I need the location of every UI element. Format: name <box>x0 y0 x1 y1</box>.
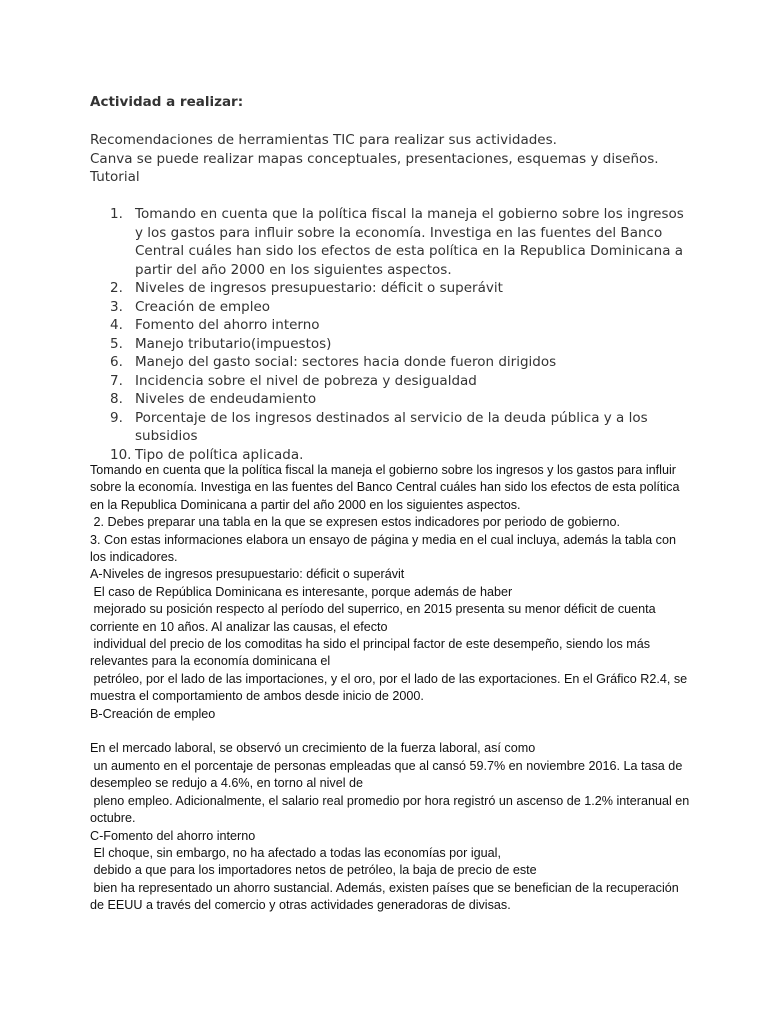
intro-line: Tutorial <box>90 169 140 185</box>
list-item <box>90 316 690 335</box>
list-number: 6. <box>110 354 123 370</box>
intro-section <box>90 131 659 187</box>
list-text: Manejo del gasto social: sectores hacia donde fueron dirigidos <box>135 354 557 370</box>
list-text: Incidencia sobre el nivel de pobreza y desigualdad <box>135 372 477 389</box>
section-heading: C-Fomento del ahorro interno <box>90 828 256 843</box>
body-text <box>90 462 693 915</box>
list-item <box>90 279 690 298</box>
list-text: Creación de empleo <box>135 298 271 315</box>
paragraph: 2. Debes preparar una tabla en la que se expresen estos indicadores por periodo de gobierno. <box>90 515 620 530</box>
paragraph: mejorado su posición respecto al período del superrico, en 2015 presenta su menor déficit de cuenta corriente en 10 años. Al analizar las causas, el efecto <box>90 602 660 634</box>
page-title: Actividad a realizar: <box>90 94 244 110</box>
list-number: 10. <box>110 446 132 463</box>
list-number: 4. <box>110 317 123 333</box>
list-text: Tomando en cuenta que la política fiscal la maneja el gobierno sobre los ingresos y los gastos para influir sobre la economía. Investiga en las fuentes del Banco Central cuáles han sido los efectos de esta política en la Republica Dominicana a partir del año 2000 en los siguientes aspectos. <box>135 206 684 278</box>
section-heading: B-Creación de empleo <box>90 706 216 721</box>
list-item <box>90 205 690 279</box>
list-number: 5. <box>110 335 123 352</box>
list-number: 9. <box>110 409 123 426</box>
list-item <box>90 298 690 317</box>
paragraph: Tomando en cuenta que la política fiscal la maneja el gobierno sobre los ingresos y los gastos para influir sobre la economía. Investiga en las fuentes del Banco Central cuáles han sido los efectos de esta política en la Republica Dominicana a partir del año 2000 en los siguientes aspectos. <box>90 463 683 512</box>
list-text: Manejo tributario(impuestos) <box>135 335 332 352</box>
list-item <box>90 390 690 409</box>
paragraph: En el mercado laboral, se observó un crecimiento de la fuerza laboral, así como <box>90 741 536 756</box>
paragraph: debido a que para los importadores netos de petróleo, la baja de precio de este <box>90 863 537 878</box>
list-item <box>90 409 690 446</box>
paragraph: un aumento en el porcentaje de personas empleadas que al cansó 59.7% en noviembre 2016. La tasa de desempleo se redujo a 4.6%, en torno al nivel de <box>90 758 686 791</box>
list-item <box>90 353 690 372</box>
paragraph: individual del precio de los comoditas ha sido el principal factor de este desempeño, siendo los más relevantes para la economía dominicana el <box>90 637 654 669</box>
intro-line: Recomendaciones de herramientas TIC para realizar sus actividades. <box>90 132 557 148</box>
blank-line <box>90 723 690 740</box>
list-item <box>90 372 690 391</box>
list-number: 7. <box>110 372 123 389</box>
list-text: Porcentaje de los ingresos destinados al servicio de la deuda pública y a los subsidios <box>135 409 648 444</box>
paragraph: pleno empleo. Adicionalmente, el salario real promedio por hora registró un ascenso de 1.2% interanual en octubre. <box>90 793 693 826</box>
paragraph: El choque, sin embargo, no ha afectado a todas las economías por igual, <box>90 845 501 860</box>
list-item <box>90 335 690 354</box>
list-text: Niveles de endeudamiento <box>135 391 317 407</box>
paragraph: 3. Con estas informaciones elabora un ensayo de página y media en el cual incluya, además la tabla con los indicadores. <box>90 532 680 565</box>
list-text: Niveles de ingresos presupuestario: déficit o superávit <box>135 280 503 296</box>
list-number: 1. <box>110 206 123 222</box>
paragraph: petróleo, por el lado de las importaciones, y el oro, por el lado de las exportaciones. En el Gráfico R2.4, se muestra el comportamiento de ambos desde inicio de 2000. <box>90 671 691 704</box>
list-text: Tipo de política aplicada. <box>135 446 304 463</box>
list-number: 8. <box>110 391 123 407</box>
activity-list <box>90 205 690 464</box>
intro-line: Canva se puede realizar mapas conceptuales, presentaciones, esquemas y diseños. <box>90 150 659 167</box>
list-number: 3. <box>110 298 123 315</box>
paragraph: El caso de República Dominicana es interesante, porque además de haber <box>90 584 513 599</box>
section-heading: A-Niveles de ingresos presupuestario: déficit o superávit <box>90 567 405 582</box>
list-text: Fomento del ahorro interno <box>135 317 320 333</box>
paragraph: bien ha representado un ahorro sustancial. Además, existen países que se benefician de la recuperación de EEUU a través del comercio y otras actividades generadoras de divisas. <box>90 880 683 913</box>
list-number: 2. <box>110 280 123 296</box>
